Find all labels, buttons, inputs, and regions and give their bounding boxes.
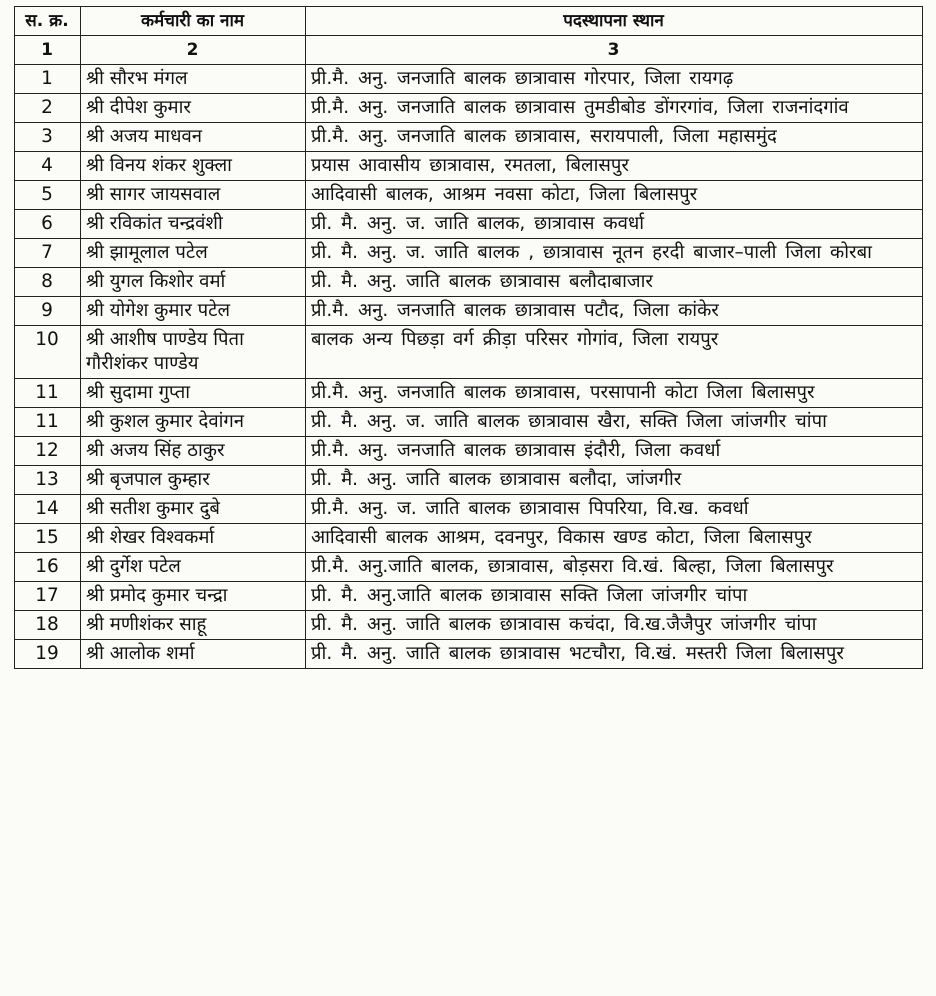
column-number: 2 [81, 36, 306, 65]
header-serial-number: स. क्र. [15, 7, 81, 36]
posting-place-cell: प्री. मै. अनु. ज. जाति बालक, छात्रावास कवर्धा [306, 210, 923, 239]
posting-place-cell: प्री. मै. अनु. ज. जाति बालक छात्रावास खैरा, सक्ति जिला जांजगीर चांपा [306, 408, 923, 437]
column-number: 3 [306, 36, 923, 65]
serial-number-cell: 3 [15, 123, 81, 152]
table-row [15, 466, 923, 495]
table-row [15, 94, 923, 123]
serial-number-cell: 9 [15, 297, 81, 326]
posting-place-cell: प्री. मै. अनु. जाति बालक छात्रावास भटचौरा, वि.खं. मस्तरी जिला बिलासपुर [306, 640, 923, 669]
posting-place-cell: प्री.मै. अनु. जनजाति बालक छात्रावास तुमडीबोड डोंगरगांव, जिला राजनांदगांव [306, 94, 923, 123]
table-row [15, 65, 923, 94]
table-row [15, 297, 923, 326]
table-row [15, 181, 923, 210]
posting-place-cell: प्री. मै. अनु. जाति बालक छात्रावास बलौदा, जांजगीर [306, 466, 923, 495]
table-body [15, 65, 923, 669]
employee-name-cell: श्री युगल किशोर वर्मा [81, 268, 306, 297]
employee-name-cell: श्री अजय सिंह ठाकुर [81, 437, 306, 466]
posting-place-cell: प्री.मै. अनु. जनजाति बालक छात्रावास गोरपार, जिला रायगढ़ [306, 65, 923, 94]
table-row [15, 210, 923, 239]
posting-place-cell: प्री. मै. अनु. जाति बालक छात्रावास कचंदा, वि.ख.जैजैपुर जांजगीर चांपा [306, 611, 923, 640]
posting-place-cell: प्री.मै. अनु.जाति बालक, छात्रावास, बोड़सरा वि.खं. बिल्हा, जिला बिलासपुर [306, 553, 923, 582]
table-row [15, 152, 923, 181]
employee-name-cell: श्री आशीष पाण्डेय पिता गौरीशंकर पाण्डेय [81, 326, 306, 379]
posting-place-cell: प्री. मै. अनु. जाति बालक छात्रावास बलौदाबाजार [306, 268, 923, 297]
serial-number-cell: 4 [15, 152, 81, 181]
table-row [15, 326, 923, 379]
employee-name-cell: श्री विनय शंकर शुक्ला [81, 152, 306, 181]
serial-number-cell: 12 [15, 437, 81, 466]
employee-name-cell: श्री सुदामा गुप्ता [81, 379, 306, 408]
serial-number-cell: 18 [15, 611, 81, 640]
employee-name-cell: श्री मणीशंकर साहू [81, 611, 306, 640]
employee-name-cell: श्री सौरभ मंगल [81, 65, 306, 94]
serial-number-cell: 11 [15, 379, 81, 408]
employee-name-cell: श्री बृजपाल कुम्हार [81, 466, 306, 495]
posting-place-cell: प्रयास आवासीय छात्रावास, रमतला, बिलासपुर [306, 152, 923, 181]
table-row [15, 123, 923, 152]
table-row [15, 268, 923, 297]
serial-number-cell: 11 [15, 408, 81, 437]
serial-number-cell: 10 [15, 326, 81, 379]
serial-number-cell: 16 [15, 553, 81, 582]
table-row [15, 437, 923, 466]
posting-place-cell: प्री.मै. अनु. जनजाति बालक छात्रावास इंदौरी, जिला कवर्धा [306, 437, 923, 466]
posting-place-cell: प्री. मै. अनु. ज. जाति बालक , छात्रावास नूतन हरदी बाजार–पाली जिला कोरबा [306, 239, 923, 268]
employee-name-cell: श्री अजय माधवन [81, 123, 306, 152]
employee-name-cell: श्री आलोक शर्मा [81, 640, 306, 669]
posting-place-cell: बालक अन्य पिछड़ा वर्ग क्रीड़ा परिसर गोगांव, जिला रायपुर [306, 326, 923, 379]
employee-name-cell: श्री कुशल कुमार देवांगन [81, 408, 306, 437]
posting-place-cell: प्री.मै. अनु. जनजाति बालक छात्रावास, सरायपाली, जिला महासमुंद [306, 123, 923, 152]
employee-name-cell: श्री शेखर विश्वकर्मा [81, 524, 306, 553]
column-number: 1 [15, 36, 81, 65]
table-row [15, 524, 923, 553]
table-row [15, 553, 923, 582]
table-row [15, 640, 923, 669]
posting-table [14, 6, 923, 669]
table-row [15, 379, 923, 408]
table-row [15, 239, 923, 268]
serial-number-cell: 14 [15, 495, 81, 524]
employee-name-cell: श्री दीपेश कुमार [81, 94, 306, 123]
serial-number-cell: 6 [15, 210, 81, 239]
employee-name-cell: श्री सागर जायसवाल [81, 181, 306, 210]
employee-name-cell: श्री झामूलाल पटेल [81, 239, 306, 268]
table-row [15, 495, 923, 524]
employee-name-cell: श्री योगेश कुमार पटेल [81, 297, 306, 326]
table-row [15, 408, 923, 437]
posting-place-cell: प्री.मै. अनु. जनजाति बालक छात्रावास, परसापानी कोटा जिला बिलासपुर [306, 379, 923, 408]
serial-number-cell: 19 [15, 640, 81, 669]
employee-name-cell: श्री रविकांत चन्द्रवंशी [81, 210, 306, 239]
posting-place-cell: आदिवासी बालक, आश्रम नवसा कोटा, जिला बिलासपुर [306, 181, 923, 210]
posting-place-cell: प्री.मै. अनु. ज. जाति बालक छात्रावास पिपरिया, वि.ख. कवर्धा [306, 495, 923, 524]
serial-number-cell: 1 [15, 65, 81, 94]
employee-name-cell: श्री दुर्गेश पटेल [81, 553, 306, 582]
table-row [15, 611, 923, 640]
serial-number-cell: 2 [15, 94, 81, 123]
serial-number-cell: 5 [15, 181, 81, 210]
serial-number-cell: 13 [15, 466, 81, 495]
header-row [15, 7, 923, 36]
employee-name-cell: श्री प्रमोद कुमार चन्द्रा [81, 582, 306, 611]
posting-place-cell: आदिवासी बालक आश्रम, दवनपुर, विकास खण्ड कोटा, जिला बिलासपुर [306, 524, 923, 553]
column-number-row [15, 36, 923, 65]
table-row [15, 582, 923, 611]
employee-name-cell: श्री सतीश कुमार दुबे [81, 495, 306, 524]
posting-place-cell: प्री.मै. अनु. जनजाति बालक छात्रावास पटौद, जिला कांकेर [306, 297, 923, 326]
serial-number-cell: 7 [15, 239, 81, 268]
serial-number-cell: 15 [15, 524, 81, 553]
serial-number-cell: 8 [15, 268, 81, 297]
header-posting-place: पदस्थापना स्थान [306, 7, 923, 36]
serial-number-cell: 17 [15, 582, 81, 611]
header-employee-name: कर्मचारी का नाम [81, 7, 306, 36]
posting-place-cell: प्री. मै. अनु.जाति बालक छात्रावास सक्ति जिला जांजगीर चांपा [306, 582, 923, 611]
